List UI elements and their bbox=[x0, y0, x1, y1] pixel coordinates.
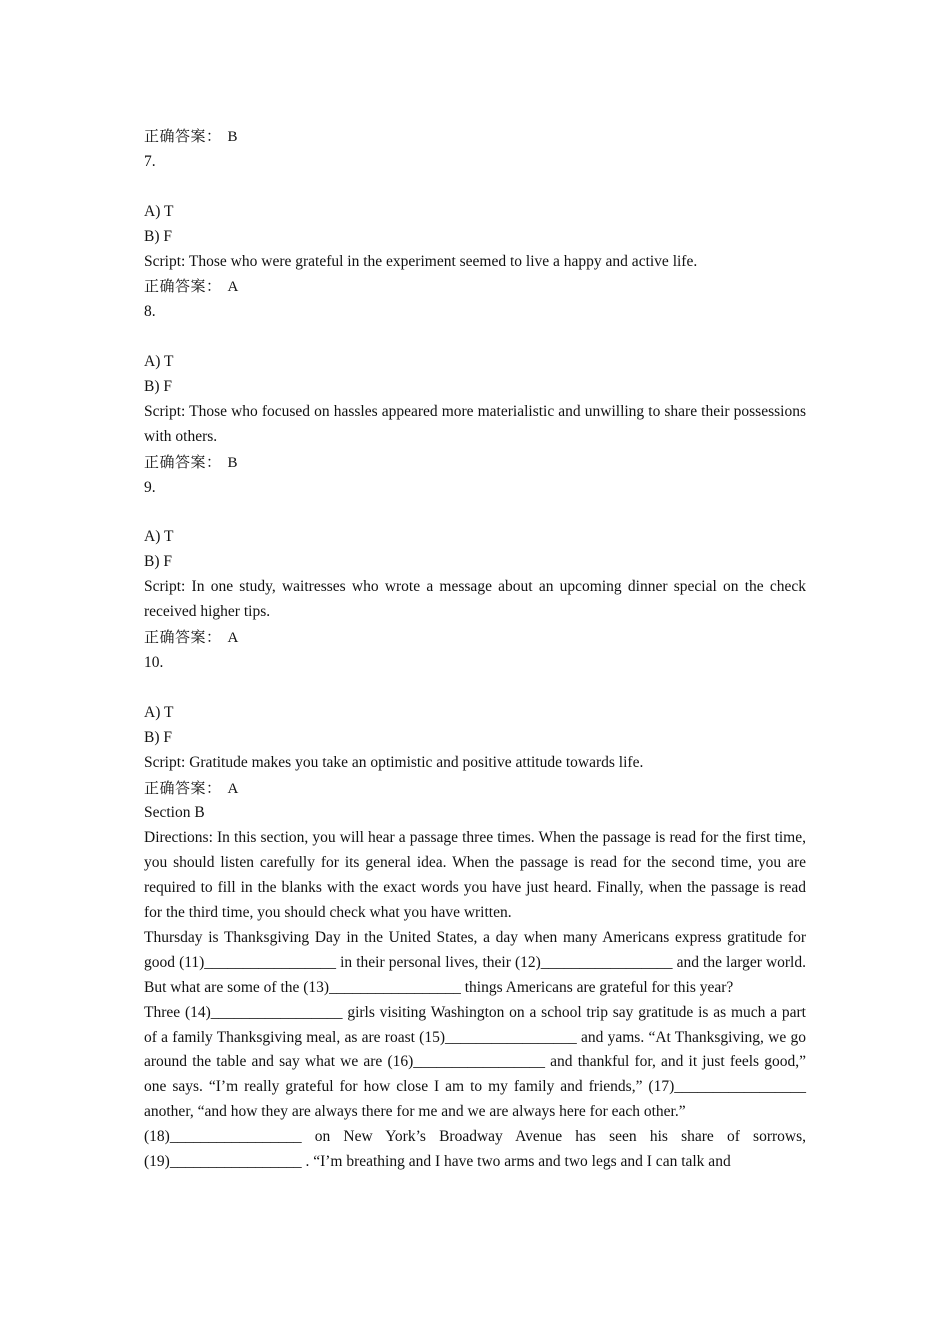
answer-value: A bbox=[227, 279, 239, 296]
passage-paragraph-2: Three (14)_________________ girls visiting Washington on a school trip say gratitude is as much a part of a family Thanksgiving meal, as are roast (15)_________________ and yams. “At Thanksgiving, we go around the table and say what we are (16)_________________ and thankful for, and it just feels good,” one says. “I’m really grateful for how close I am to my family and friends,” (17)_________________ another, “and how they are always there for me and we are always here for each other.” bbox=[144, 1003, 806, 1121]
section-b-title: Section B bbox=[144, 804, 205, 822]
q7-option-b: B) F bbox=[144, 227, 172, 245]
spacer bbox=[144, 325, 806, 350]
q10-option-a: A) T bbox=[144, 703, 174, 721]
answer-label: 正确答案： bbox=[144, 127, 222, 145]
q8-number: 8. bbox=[144, 303, 156, 321]
q9-answer bbox=[144, 625, 806, 651]
q10-number: 10. bbox=[144, 653, 164, 671]
q7-answer bbox=[144, 274, 806, 300]
spacer bbox=[144, 175, 806, 200]
q7-option-a: A) T bbox=[144, 202, 174, 220]
q8-option-b: B) F bbox=[144, 378, 172, 396]
document-page bbox=[144, 124, 806, 1175]
spacer bbox=[144, 676, 806, 701]
section-b-directions: Directions: In this section, you will hear a passage three times. When the passage is read for the first time, you should listen carefully for its general idea. When the passage is read for the second time, you are required to fill in the blanks with the exact words you have just heard. Finally, when the passage is read for the third time, you should check what you have written. bbox=[144, 829, 806, 922]
q8-script: Script: Those who focused on hassles appeared more materialistic and unwilling to share their possessions with others. bbox=[144, 402, 806, 445]
q9-script: Script: In one study, waitresses who wrote a message about an upcoming dinner special on the check received higher tips. bbox=[144, 578, 806, 621]
answer-label: 正确答案： bbox=[144, 778, 222, 797]
q8-option-a: A) T bbox=[144, 353, 174, 371]
answer-value: B bbox=[227, 129, 238, 145]
q10-option-b: B) F bbox=[144, 728, 172, 746]
q9-option-a: A) T bbox=[144, 528, 174, 546]
answer-label: 正确答案： bbox=[144, 277, 222, 296]
q8-answer bbox=[144, 450, 806, 476]
answer-value: A bbox=[227, 630, 239, 647]
q9-number: 9. bbox=[144, 478, 156, 496]
answer-value: B bbox=[227, 454, 238, 471]
answer-label: 正确答案： bbox=[144, 452, 222, 471]
q10-answer bbox=[144, 776, 806, 802]
answer-label: 正确答案： bbox=[144, 628, 222, 647]
q9-option-b: B) F bbox=[144, 553, 172, 571]
q6-answer bbox=[144, 124, 806, 150]
q7-number: 7. bbox=[144, 152, 156, 170]
spacer bbox=[144, 501, 806, 526]
q10-script: Script: Gratitude makes you take an optimistic and positive attitude towards life. bbox=[144, 753, 644, 771]
answer-value: A bbox=[227, 780, 239, 797]
passage-paragraph-3: (18)_________________ on New York’s Broadway Avenue has seen his share of sorrows, (19)_________________ . “I’m breathing and I have two arms and two legs and I can talk and bbox=[144, 1128, 806, 1171]
passage-paragraph-1: Thursday is Thanksgiving Day in the United States, a day when many Americans express gratitude for good (11)_________________ in their personal lives, their (12)_________________ and the larger world. But what are some of the (13)_________________ things Americans are grateful for this year? bbox=[144, 928, 806, 996]
q7-script: Script: Those who were grateful in the experiment seemed to live a happy and active life. bbox=[144, 252, 698, 270]
